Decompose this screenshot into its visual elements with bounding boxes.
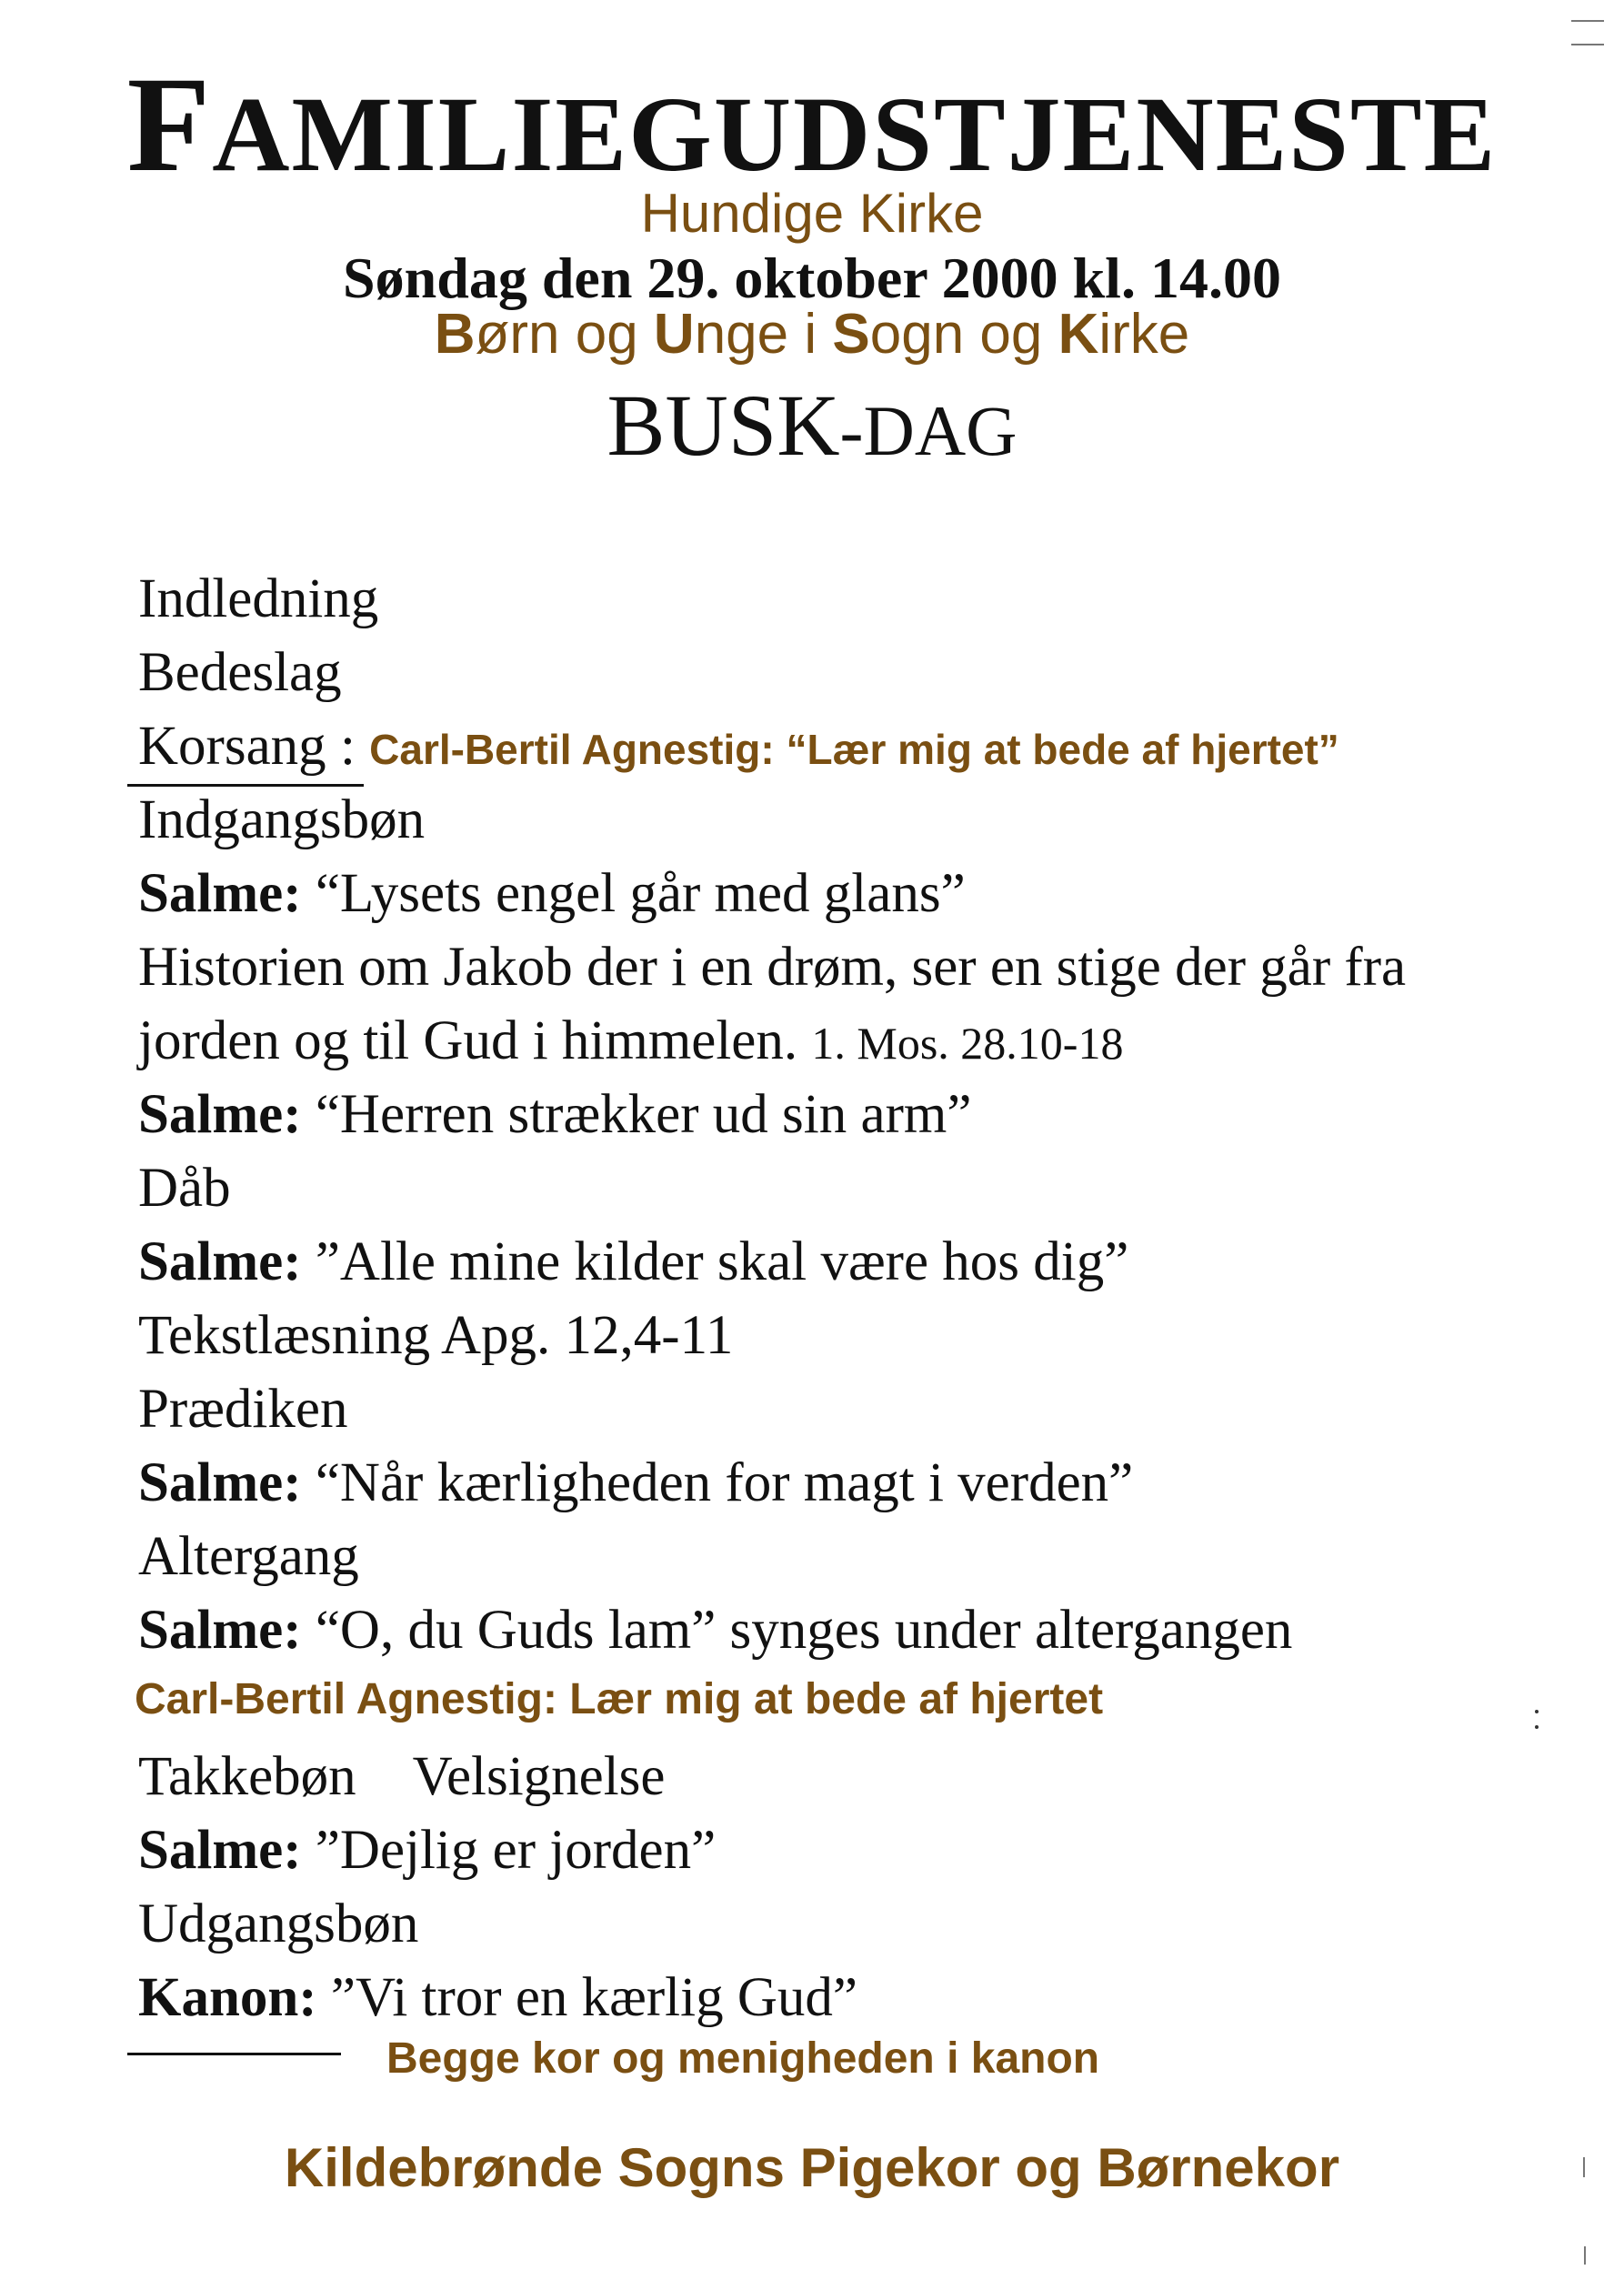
korsang-note: Carl-Bertil Agnestig: “Lær mig at bede af hjertet” (369, 726, 1339, 773)
scan-mark (1584, 2246, 1586, 2265)
divider (127, 2053, 341, 2055)
item-daab: Dåb (138, 1158, 231, 1219)
salme-title: ”Alle mine kilder skal være hos dig” (301, 1231, 1129, 1292)
salme-label: Salme: (138, 1600, 302, 1661)
item-korsang (138, 716, 1339, 777)
item-bedeslag: Bedeslag (138, 642, 342, 703)
org-text-k: irke (1098, 303, 1190, 366)
org-text-u: nge i (694, 303, 833, 366)
scan-mark (1583, 2157, 1585, 2177)
choir-note: Carl-Bertil Agnestig: Lær mig at bede af hjertet (135, 1675, 1104, 1723)
title-initial: F (126, 49, 213, 200)
item-altergang: Altergang (138, 1526, 359, 1587)
item-salme-3 (138, 1231, 1129, 1292)
item-historien-line-1: Historien om Jakob der i en drøm, ser en stige der går fra (138, 937, 1407, 998)
salme-title: “Lysets engel går med glans” (301, 863, 966, 924)
scan-mark (1571, 44, 1604, 45)
salme-label: Salme: (138, 1452, 302, 1513)
org-initial-u: U (653, 303, 695, 366)
item-salme-6 (138, 1820, 717, 1881)
kanon-title: ”Vi tror en kærlig Gud” (316, 1967, 857, 2028)
event-name (0, 377, 1624, 474)
salme-label: Salme: (138, 863, 302, 924)
item-indledning: Indledning (138, 568, 379, 629)
org-text-s: ogn og (869, 303, 1058, 366)
velsignelse: Velsignelse (412, 1746, 666, 1807)
salme-title: “Når kærligheden for magt i verden” (301, 1452, 1134, 1513)
item-salme-4 (138, 1452, 1134, 1513)
korsang-label: Korsang (138, 716, 326, 777)
scripture-reference: 1. Mos. 28.10-18 (811, 1018, 1124, 1069)
item-praediken: Prædiken (138, 1379, 348, 1440)
item-salme-1 (138, 863, 966, 924)
salme-label: Salme: (138, 1084, 302, 1145)
item-kanon (138, 1967, 857, 2028)
kanon-note: Begge kor og menigheden i kanon (386, 2034, 1100, 2083)
item-takkebon-velsignelse (138, 1746, 666, 1807)
busk-organization (0, 303, 1624, 366)
salme-title: “Herren strækker ud sin arm” (301, 1084, 972, 1145)
salme-label: Salme: (138, 1820, 302, 1881)
church-name: Hundige Kirke (640, 183, 984, 244)
org-text-b: ørn og (475, 303, 654, 366)
takkebon: Takkebøn (138, 1746, 356, 1807)
kanon-label: Kanon: (138, 1967, 317, 2028)
scan-mark (1535, 1725, 1539, 1729)
salme-title: ”Dejlig er jorden” (301, 1820, 717, 1881)
service-date: Søndag den 29. oktober 2000 kl. 14.00 (343, 246, 1281, 310)
event-main: BUSK (606, 377, 840, 474)
event-suffix: -DAG (839, 391, 1018, 470)
item-salme-2 (138, 1084, 972, 1145)
korsang-separator: : (326, 716, 370, 777)
historien-text: jorden og til Gud i himmelen. (138, 1010, 812, 1071)
footer-choirs: Kildebrønde Sogns Pigekor og Børnekor (284, 2137, 1340, 2198)
item-indgangsbon: Indgangsbøn (138, 789, 426, 850)
scan-mark (1535, 1710, 1539, 1713)
item-tekstlaesning: Tekstlæsning Apg. 12,4-11 (138, 1305, 734, 1366)
org-initial-k: K (1058, 303, 1099, 366)
item-salme-5 (138, 1600, 1293, 1661)
page-title (0, 49, 1624, 200)
item-historien-line-2 (138, 1010, 1124, 1071)
org-initial-b: B (434, 303, 476, 366)
salme-title: “O, du Guds lam” synges under altergangen (301, 1600, 1293, 1661)
item-udgangsbon: Udgangsbøn (138, 1893, 419, 1954)
title-rest: AMILIEGUDSTJENESTE (212, 75, 1498, 194)
salme-label: Salme: (138, 1231, 302, 1292)
korsang-underline (127, 784, 364, 787)
org-initial-s: S (832, 303, 870, 366)
scan-mark (1571, 20, 1604, 22)
